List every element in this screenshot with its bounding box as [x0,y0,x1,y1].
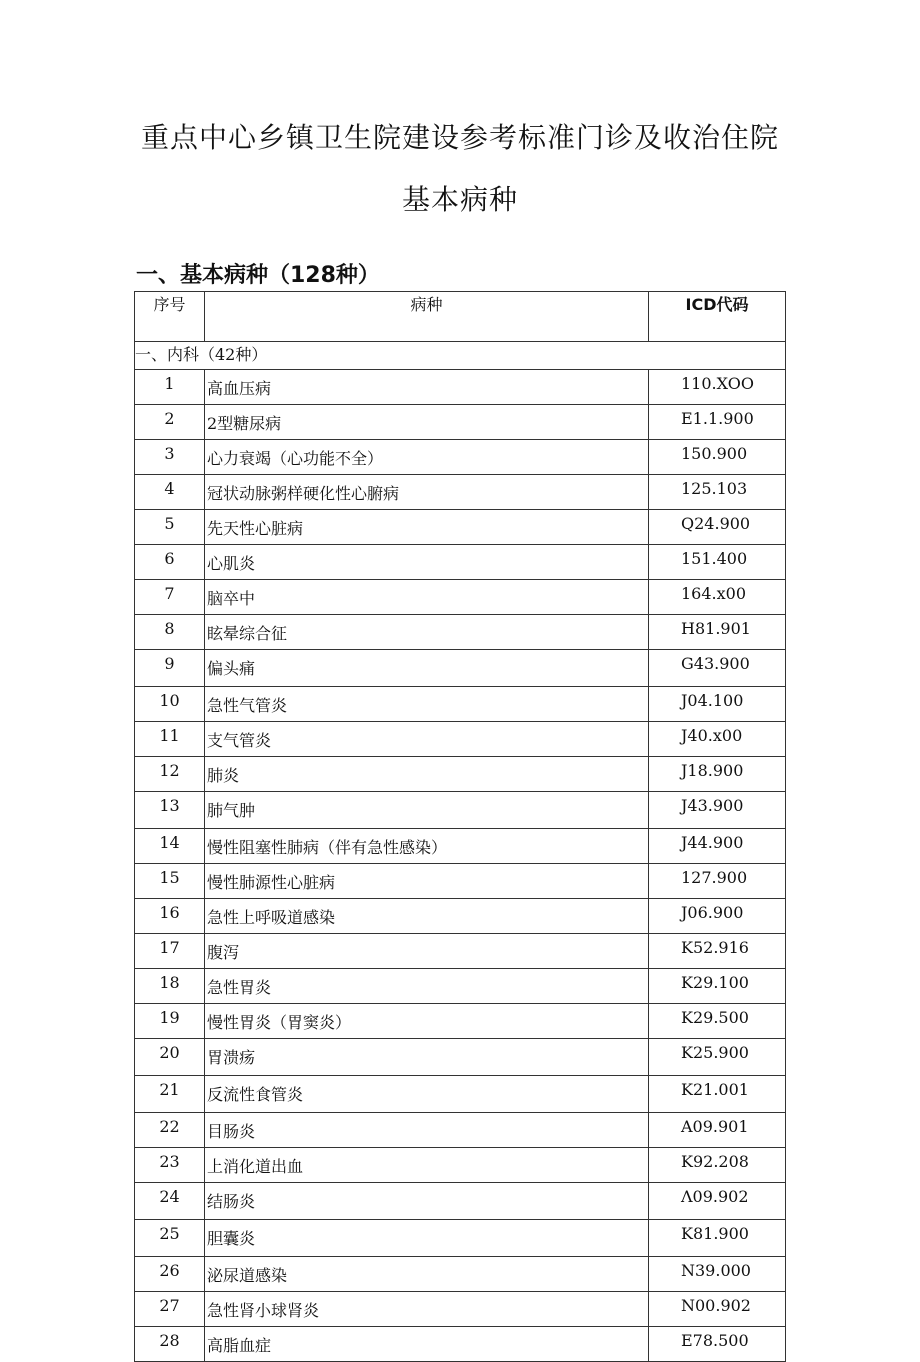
row-number: 15 [135,864,205,899]
disease-name: 支气管炎 [205,722,649,757]
icd-code: H81.901 [649,615,786,650]
table-row [135,1183,786,1220]
document-title-line-2: 基本病种 [401,183,518,216]
table-row [135,1039,786,1076]
row-number: 6 [135,545,205,580]
row-number: 13 [135,792,205,829]
icd-code: 127.900 [649,864,786,899]
row-number: 16 [135,899,205,934]
row-number: 5 [135,510,205,545]
icd-code: K29.500 [649,1004,786,1039]
row-number: 14 [135,829,205,864]
table-row [135,580,786,615]
disease-name: 心肌炎 [205,545,649,580]
group-row-internal-medicine [135,342,786,370]
table-row [135,969,786,1004]
row-number: 10 [135,687,205,722]
disease-name: 先天性心脏病 [205,510,649,545]
row-number: 19 [135,1004,205,1039]
table-row [135,829,786,864]
row-number: 27 [135,1292,205,1327]
icd-code: K21.001 [649,1076,786,1113]
disease-name: 目肠炎 [205,1113,649,1148]
icd-code: E1.1.900 [649,405,786,440]
disease-name: 慢性阻塞性肺病（伴有急性感染） [205,829,649,864]
row-number: 17 [135,934,205,969]
disease-name: 高脂血症 [205,1327,649,1362]
disease-name: 泌尿道感染 [205,1257,649,1292]
table-row [135,510,786,545]
document-title-line-1: 重点中心乡镇卫生院建设参考标准门诊及收治住院 [140,121,779,154]
disease-name: 慢性肺源性心脏病 [205,864,649,899]
icd-code: Q24.900 [649,510,786,545]
row-number: 23 [135,1148,205,1183]
disease-name: 偏头痛 [205,650,649,687]
table-row [135,934,786,969]
section-heading: 一、基本病种（128种） [136,263,380,288]
disease-name: 心力衰竭（心功能不全） [205,440,649,475]
disease-table [134,291,786,1362]
icd-code: A09.901 [649,1113,786,1148]
icd-code: J44.900 [649,829,786,864]
table-row [135,792,786,829]
icd-code: G43.900 [649,650,786,687]
disease-name: 胆囊炎 [205,1220,649,1257]
icd-code: K29.100 [649,969,786,1004]
header-code: ICD代码 [649,292,786,342]
disease-name: 脑卒中 [205,580,649,615]
row-number: 26 [135,1257,205,1292]
header-no: 序号 [135,292,205,342]
table-row [135,370,786,405]
icd-code: J40.x00 [649,722,786,757]
disease-name: 上消化道出血 [205,1148,649,1183]
disease-name: 高血压病 [205,370,649,405]
icd-code: 164.x00 [649,580,786,615]
disease-name: 2型糖尿病 [205,405,649,440]
row-number: 12 [135,757,205,792]
row-number: 1 [135,370,205,405]
disease-name: 结肠炎 [205,1183,649,1220]
table-row [135,1257,786,1292]
disease-name: 急性气管炎 [205,687,649,722]
table-header-row [135,292,786,342]
icd-code: K52.916 [649,934,786,969]
table-row [135,722,786,757]
table-row [135,899,786,934]
row-number: 22 [135,1113,205,1148]
disease-name: 慢性胃炎（胃窦炎） [205,1004,649,1039]
disease-name: 胃溃疡 [205,1039,649,1076]
icd-code: 125.103 [649,475,786,510]
row-number: 2 [135,405,205,440]
disease-name: 反流性食管炎 [205,1076,649,1113]
table-row [135,405,786,440]
icd-code: Λ09.902 [649,1183,786,1220]
icd-code: J43.900 [649,792,786,829]
table-row [135,545,786,580]
disease-name: 冠状动脉粥样硬化性心腑病 [205,475,649,510]
table-row [135,1148,786,1183]
icd-code: E78.500 [649,1327,786,1362]
row-number: 9 [135,650,205,687]
disease-name: 肺气肿 [205,792,649,829]
table-row [135,615,786,650]
disease-name: 肺炎 [205,757,649,792]
disease-name: 腹泻 [205,934,649,969]
table-row [135,475,786,510]
table-row [135,1004,786,1039]
row-number: 18 [135,969,205,1004]
icd-code: N39.000 [649,1257,786,1292]
disease-name: 急性肾小球肾炎 [205,1292,649,1327]
icd-code: J06.900 [649,899,786,934]
row-number: 21 [135,1076,205,1113]
row-number: 11 [135,722,205,757]
row-number: 28 [135,1327,205,1362]
row-number: 4 [135,475,205,510]
icd-code: 110.XOO [649,370,786,405]
row-number: 8 [135,615,205,650]
icd-code: K81.900 [649,1220,786,1257]
table-row [135,1292,786,1327]
icd-code: K25.900 [649,1039,786,1076]
table-row [135,440,786,475]
row-number: 25 [135,1220,205,1257]
icd-code: N00.902 [649,1292,786,1327]
table-row [135,1327,786,1362]
row-number: 24 [135,1183,205,1220]
header-name: 病种 [205,292,649,342]
disease-name: 眩晕综合征 [205,615,649,650]
icd-code: 151.400 [649,545,786,580]
table-row [135,1076,786,1113]
table-row [135,1113,786,1148]
table-row [135,650,786,687]
icd-code: K92.208 [649,1148,786,1183]
group-label: 一、内科（42种） [135,342,786,370]
icd-code: 150.900 [649,440,786,475]
table-row [135,1220,786,1257]
row-number: 20 [135,1039,205,1076]
row-number: 7 [135,580,205,615]
table-row [135,757,786,792]
icd-code: J18.900 [649,757,786,792]
table-row [135,687,786,722]
row-number: 3 [135,440,205,475]
icd-code: J04.100 [649,687,786,722]
table-row [135,864,786,899]
disease-name: 急性胃炎 [205,969,649,1004]
disease-name: 急性上呼吸道感染 [205,899,649,934]
